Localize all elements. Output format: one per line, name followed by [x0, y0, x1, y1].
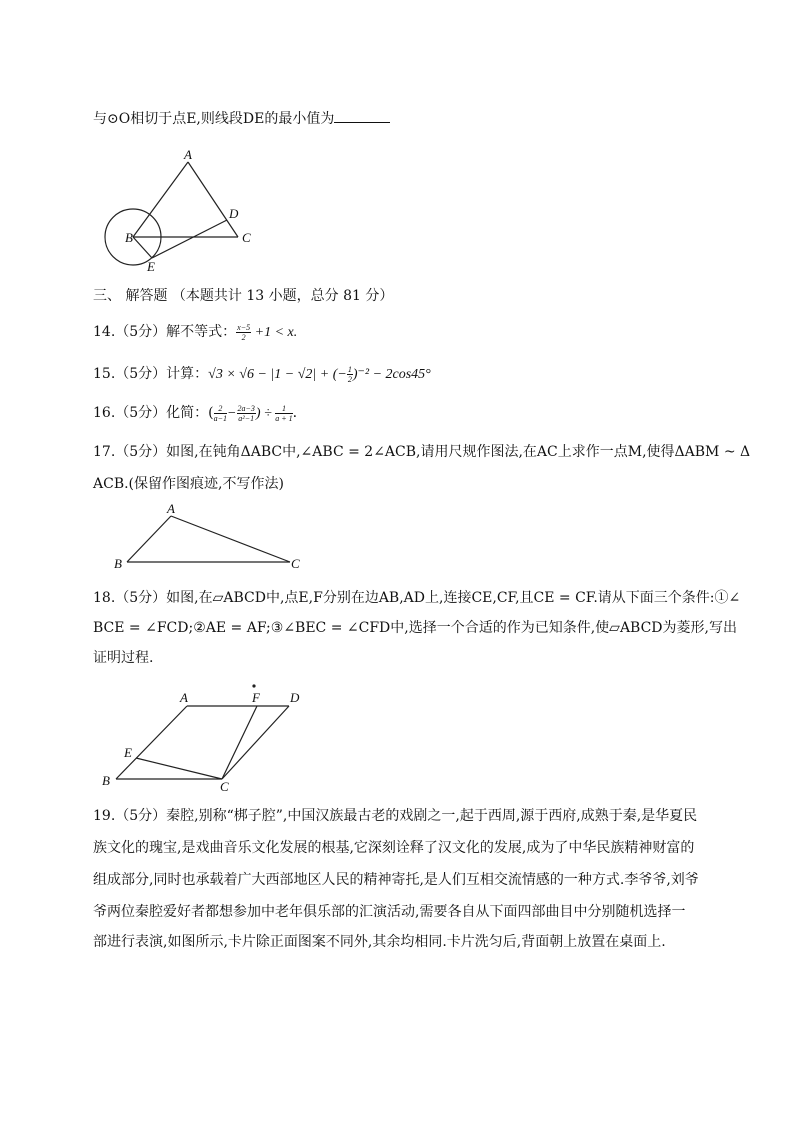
q16-end: .	[292, 405, 298, 421]
label-C: C	[220, 779, 229, 794]
q14-denominator: 2	[241, 332, 246, 342]
segment-AB	[133, 162, 188, 237]
q15-prefix: 15.（5分）计算：	[93, 366, 209, 382]
label-C: C	[291, 556, 300, 571]
segment-DE	[152, 220, 227, 258]
q16-div: ) ÷	[255, 406, 276, 421]
question-16	[93, 403, 297, 424]
figure-17	[112, 500, 312, 570]
question-19-line-1: 19.（5分）秦腔,别称“梆子腔”,中国汉族最古老的戏剧之一,起于西周,源于西府,成熟于秦,是华夏民	[93, 808, 698, 824]
q16-d2: a²−1	[238, 413, 255, 423]
label-A: A	[184, 147, 192, 162]
question-19-line-2: 族文化的瑰宝,是戏曲音乐文化发展的根基,它深刻诠释了汉文化的发展,成为了中华民族精神财富的	[93, 840, 695, 856]
q13-tail	[93, 108, 390, 129]
label-C: C	[242, 230, 251, 245]
question-18-line-3: 证明过程.	[93, 650, 154, 666]
label-B: B	[114, 556, 122, 571]
section-3-heading: 三、 解答题 （本题共计 13 小题，总分 81 分）	[93, 288, 394, 304]
label-D: D	[290, 690, 300, 705]
segment-AC	[188, 162, 238, 237]
q14-fraction	[236, 323, 251, 342]
segment-CE	[136, 758, 222, 779]
q14-rest: +1 < x.	[251, 325, 298, 340]
segment-CD	[222, 706, 289, 779]
question-15	[93, 364, 431, 385]
segment-AB	[127, 516, 171, 562]
q16-d1: a−1	[213, 413, 228, 423]
label-A: A	[180, 690, 188, 705]
question-18-line-1: 18.（5分）如图,在▱ABCD中,点E,F分别在边AB,AD上,连接CE,CF,且CE = CF.请从下面三个条件:①∠	[93, 590, 741, 606]
segment-CF	[222, 706, 257, 779]
q16-fraction-1	[214, 404, 227, 423]
q16-n3: 1	[275, 404, 292, 414]
question-19-line-5: 部进行表演,如图所示,卡片除正面图案不同外,其余均相同.卡片洗匀后,背面朝上放置在桌面上.	[93, 934, 666, 950]
question-17-line-1: 17.（5分）如图,在钝角ΔABC中,∠ABC = 2∠ACB,请用尺规作图法,在AC上求作一点M,使得ΔABM ~ Δ	[93, 444, 751, 460]
label-D: D	[229, 206, 239, 221]
label-B: B	[102, 773, 110, 788]
q16-d3: a + 1	[275, 413, 293, 423]
label-F: F	[252, 690, 260, 705]
label-A: A	[167, 501, 175, 516]
label-E: E	[147, 259, 155, 274]
figure-18	[100, 680, 320, 794]
q15-numerator: 1	[347, 364, 352, 374]
segment-AC	[171, 516, 290, 562]
label-B: B	[125, 230, 133, 245]
q14-prefix: 14.（5分）解不等式：	[93, 324, 237, 340]
question-17-line-2: ACB.(保留作图痕迹,不写作法)	[93, 476, 284, 492]
answer-blank	[334, 108, 390, 123]
label-E: E	[124, 745, 132, 760]
q16-n2: 2a−3	[237, 403, 255, 413]
question-19-line-3: 组成部分,同时也承载着广大西部地区人民的精神寄托,是人们互相交流情感的一种方式.李爷爷,刘爷	[93, 872, 699, 888]
question-19-line-4: 爷两位秦腔爱好者都想参加中老年俱乐部的汇演活动,需要各自从下面四部曲目中分别随机选择一	[93, 904, 686, 920]
q16-fraction-3	[275, 404, 292, 423]
q16-mid: −	[227, 406, 237, 421]
q14-numerator: x−5	[237, 322, 251, 332]
q16-prefix: 16.（5分）化简：(	[93, 405, 214, 421]
q15-expr: √3 × √6 − |1 − √2| + (−	[208, 367, 347, 382]
q15-denominator: 2	[347, 374, 352, 384]
stray-dot	[252, 684, 255, 687]
question-18-line-2: BCE = ∠FCD;②AE = AF;③∠BEC = ∠CFD中,选择一个合适的作为已知条件,使▱ABCD为菱形,写出	[93, 620, 737, 636]
figure-13	[105, 148, 305, 273]
q13-text: 与⊙O相切于点E,则线段DE的最小值为	[93, 111, 335, 127]
question-14	[93, 322, 297, 343]
q15-rest: )⁻² − 2cos45°	[352, 367, 431, 382]
q16-fraction-2	[237, 404, 256, 423]
segment-BE	[133, 237, 152, 258]
q16-n1: 2	[214, 404, 227, 414]
